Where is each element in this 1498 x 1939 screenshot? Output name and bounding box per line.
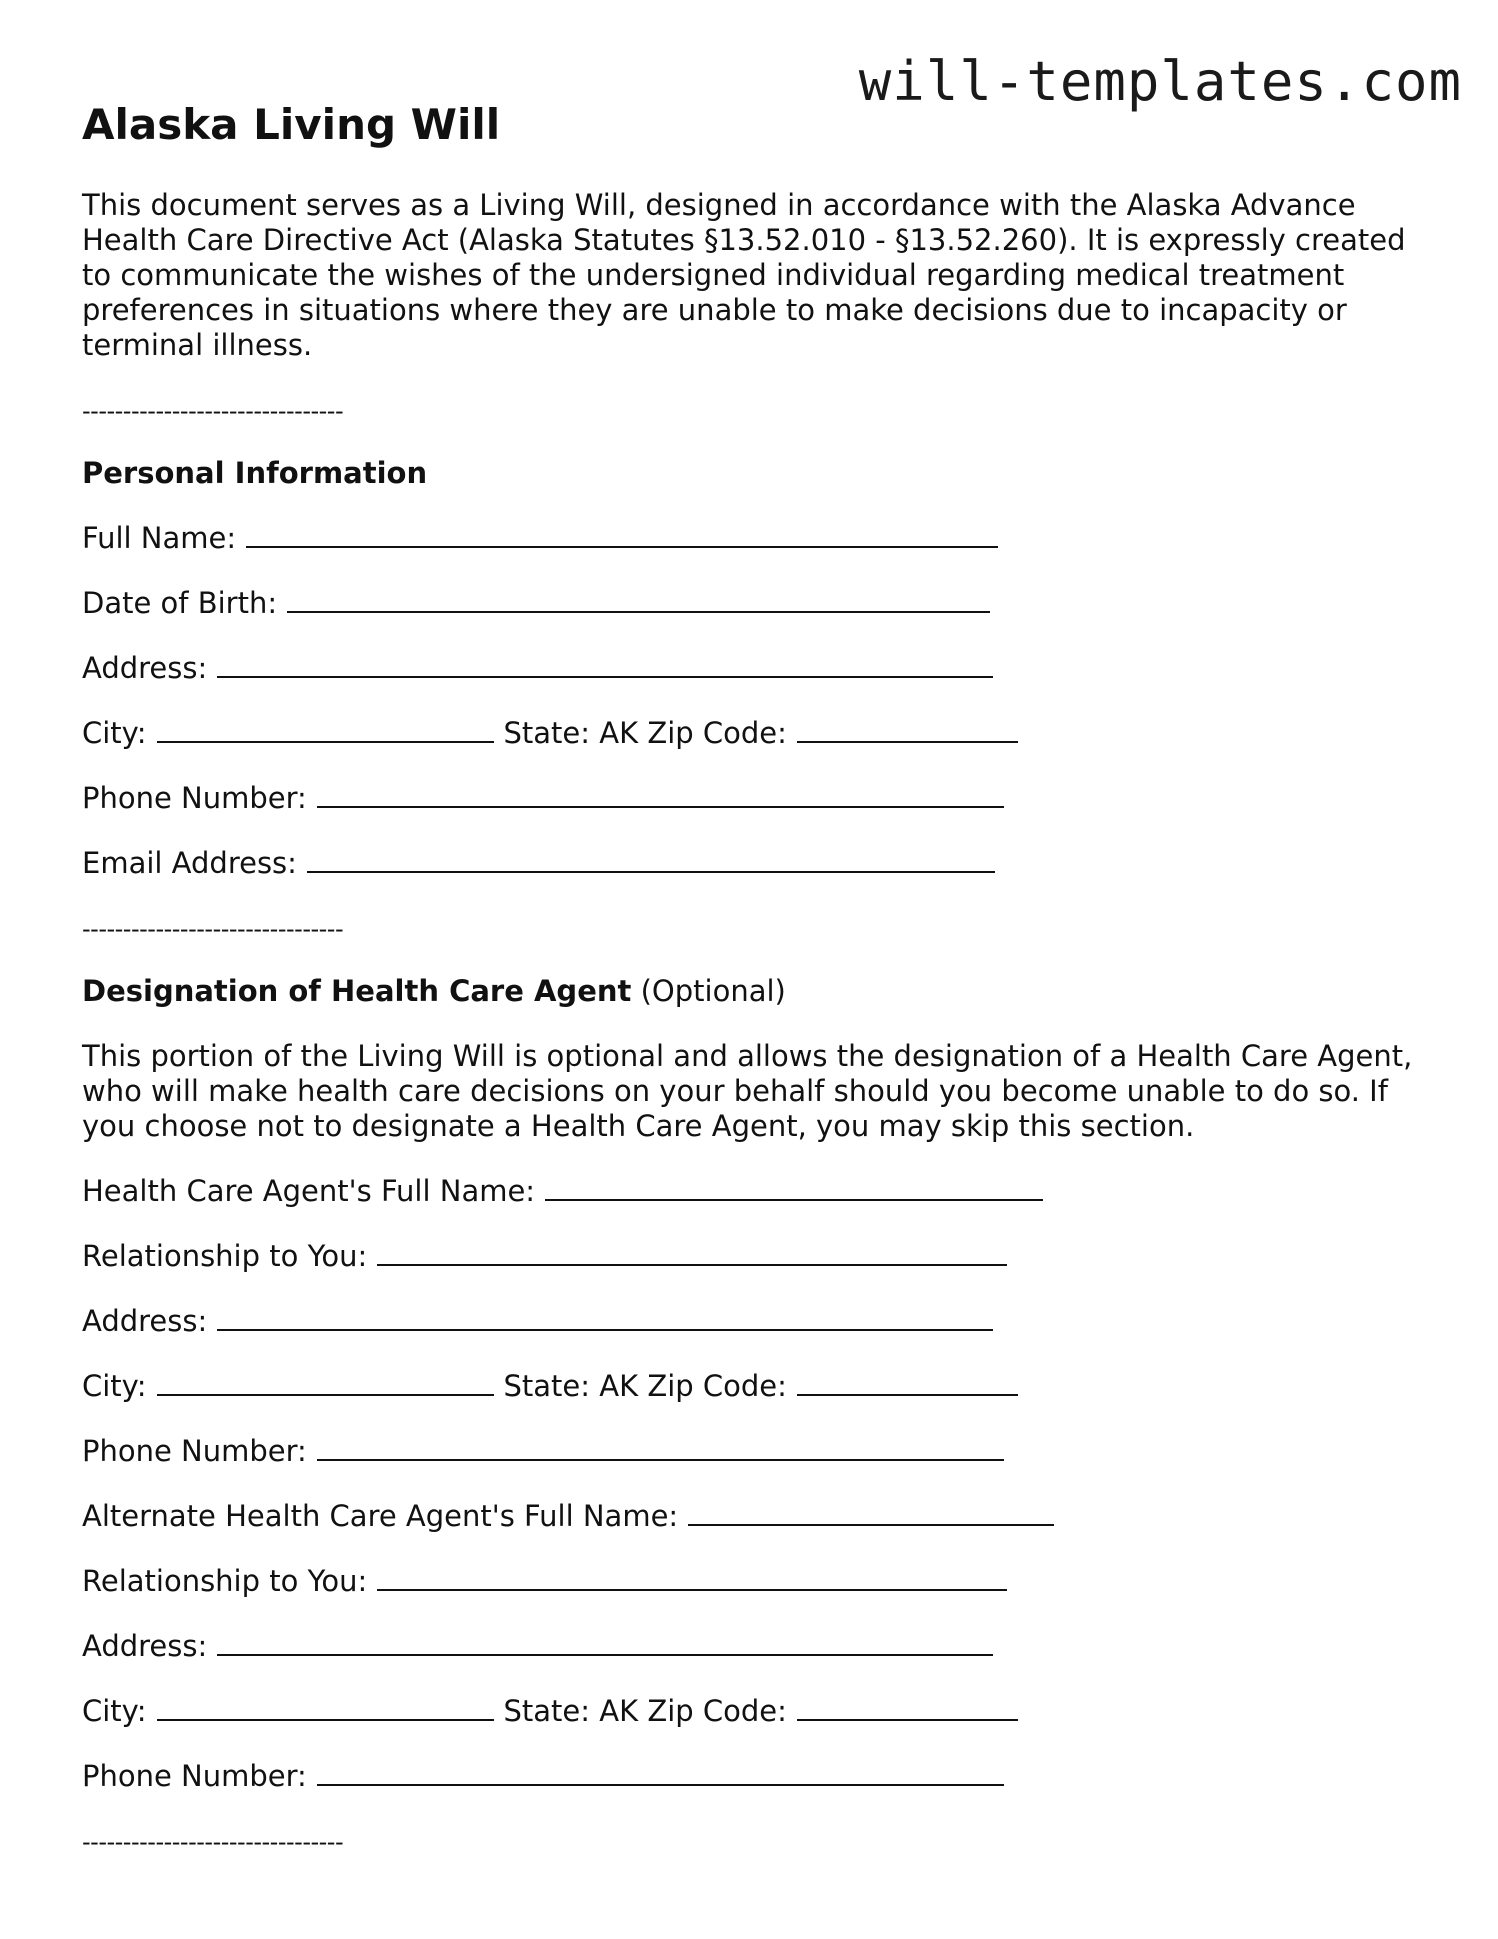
full-name-field <box>82 520 1422 556</box>
city-blank[interactable] <box>157 715 494 743</box>
dob-label: Date of Birth: <box>82 586 278 620</box>
agent-name-field <box>82 1173 1422 1209</box>
agent-heading-note: (Optional) <box>640 974 786 1008</box>
document-page <box>82 100 1422 1857</box>
address-field <box>82 650 1422 686</box>
alt-agent-relationship-blank[interactable] <box>377 1563 1007 1591</box>
agent-address-blank[interactable] <box>217 1303 993 1331</box>
alt-agent-address-label: Address: <box>82 1629 208 1663</box>
alt-agent-state-zip-label: State: AK Zip Code: <box>503 1694 787 1728</box>
city-label: City: <box>82 716 147 750</box>
state-zip-label: State: AK Zip Code: <box>503 716 787 750</box>
city-state-zip-field <box>82 715 1422 751</box>
full-name-blank[interactable] <box>246 520 998 548</box>
phone-blank[interactable] <box>317 780 1004 808</box>
agent-address-label: Address: <box>82 1304 208 1338</box>
alt-agent-city-label: City: <box>82 1694 147 1728</box>
dob-blank[interactable] <box>287 585 990 613</box>
alt-agent-phone-field <box>82 1758 1422 1794</box>
alt-agent-address-field <box>82 1628 1422 1664</box>
agent-relationship-blank[interactable] <box>377 1238 1007 1266</box>
phone-label: Phone Number: <box>82 781 307 815</box>
personal-info-heading-text: Personal Information <box>82 456 428 490</box>
full-name-label: Full Name: <box>82 521 237 555</box>
agent-description: This portion of the Living Will is optional and allows the designation of a Health Care Agent, who will make health care decisions on your behalf should you become unable to do so. If you choose not to designate a Health Care Agent, you may skip this section. <box>82 1039 1413 1143</box>
agent-heading <box>82 974 1422 1009</box>
phone-field <box>82 780 1422 816</box>
alt-agent-city-blank[interactable] <box>157 1693 494 1721</box>
section-divider: -------------------------------- <box>82 915 344 943</box>
alt-agent-name-label: Alternate Health Care Agent's Full Name: <box>82 1499 679 1533</box>
agent-city-blank[interactable] <box>157 1368 494 1396</box>
email-blank[interactable] <box>307 845 995 873</box>
address-label: Address: <box>82 651 208 685</box>
alt-agent-phone-label: Phone Number: <box>82 1759 307 1793</box>
personal-info-heading <box>82 456 1422 491</box>
agent-city-label: City: <box>82 1369 147 1403</box>
agent-zip-blank[interactable] <box>797 1368 1018 1396</box>
watermark: will-templates.com <box>858 50 1462 113</box>
agent-phone-blank[interactable] <box>317 1433 1004 1461</box>
zip-blank[interactable] <box>797 715 1018 743</box>
alt-agent-relationship-field <box>82 1563 1422 1599</box>
alt-agent-zip-blank[interactable] <box>797 1693 1018 1721</box>
address-blank[interactable] <box>217 650 993 678</box>
agent-name-label: Health Care Agent's Full Name: <box>82 1174 536 1208</box>
agent-heading-text: Designation of Health Care Agent <box>82 974 632 1008</box>
email-label: Email Address: <box>82 846 297 880</box>
alt-agent-address-blank[interactable] <box>217 1628 993 1656</box>
alt-agent-city-state-zip-field <box>82 1693 1422 1729</box>
section-divider: -------------------------------- <box>82 397 344 425</box>
agent-phone-field <box>82 1433 1422 1469</box>
agent-relationship-label: Relationship to You: <box>82 1239 368 1273</box>
dob-field <box>82 585 1422 621</box>
alt-agent-relationship-label: Relationship to You: <box>82 1564 368 1598</box>
document-title: Alaska Living Will <box>82 100 501 149</box>
agent-name-blank[interactable] <box>545 1173 1043 1201</box>
alt-agent-phone-blank[interactable] <box>317 1758 1004 1786</box>
alt-agent-name-field <box>82 1498 1422 1534</box>
agent-relationship-field <box>82 1238 1422 1274</box>
email-field <box>82 845 1422 881</box>
agent-phone-label: Phone Number: <box>82 1434 307 1468</box>
agent-city-state-zip-field <box>82 1368 1422 1404</box>
alt-agent-name-blank[interactable] <box>688 1498 1054 1526</box>
agent-address-field <box>82 1303 1422 1339</box>
agent-state-zip-label: State: AK Zip Code: <box>503 1369 787 1403</box>
section-divider: -------------------------------- <box>82 1828 344 1856</box>
intro-paragraph: This document serves as a Living Will, designed in accordance with the Alaska Advance Health Care Directive Act (Alaska Statutes §13.52.010 - §13.52.260). It is expressly created to communicate the wishes of the undersigned individual regarding medical treatment preferences in situations where they are unable to make decisions due to incapacity or terminal illness. <box>82 188 1406 362</box>
